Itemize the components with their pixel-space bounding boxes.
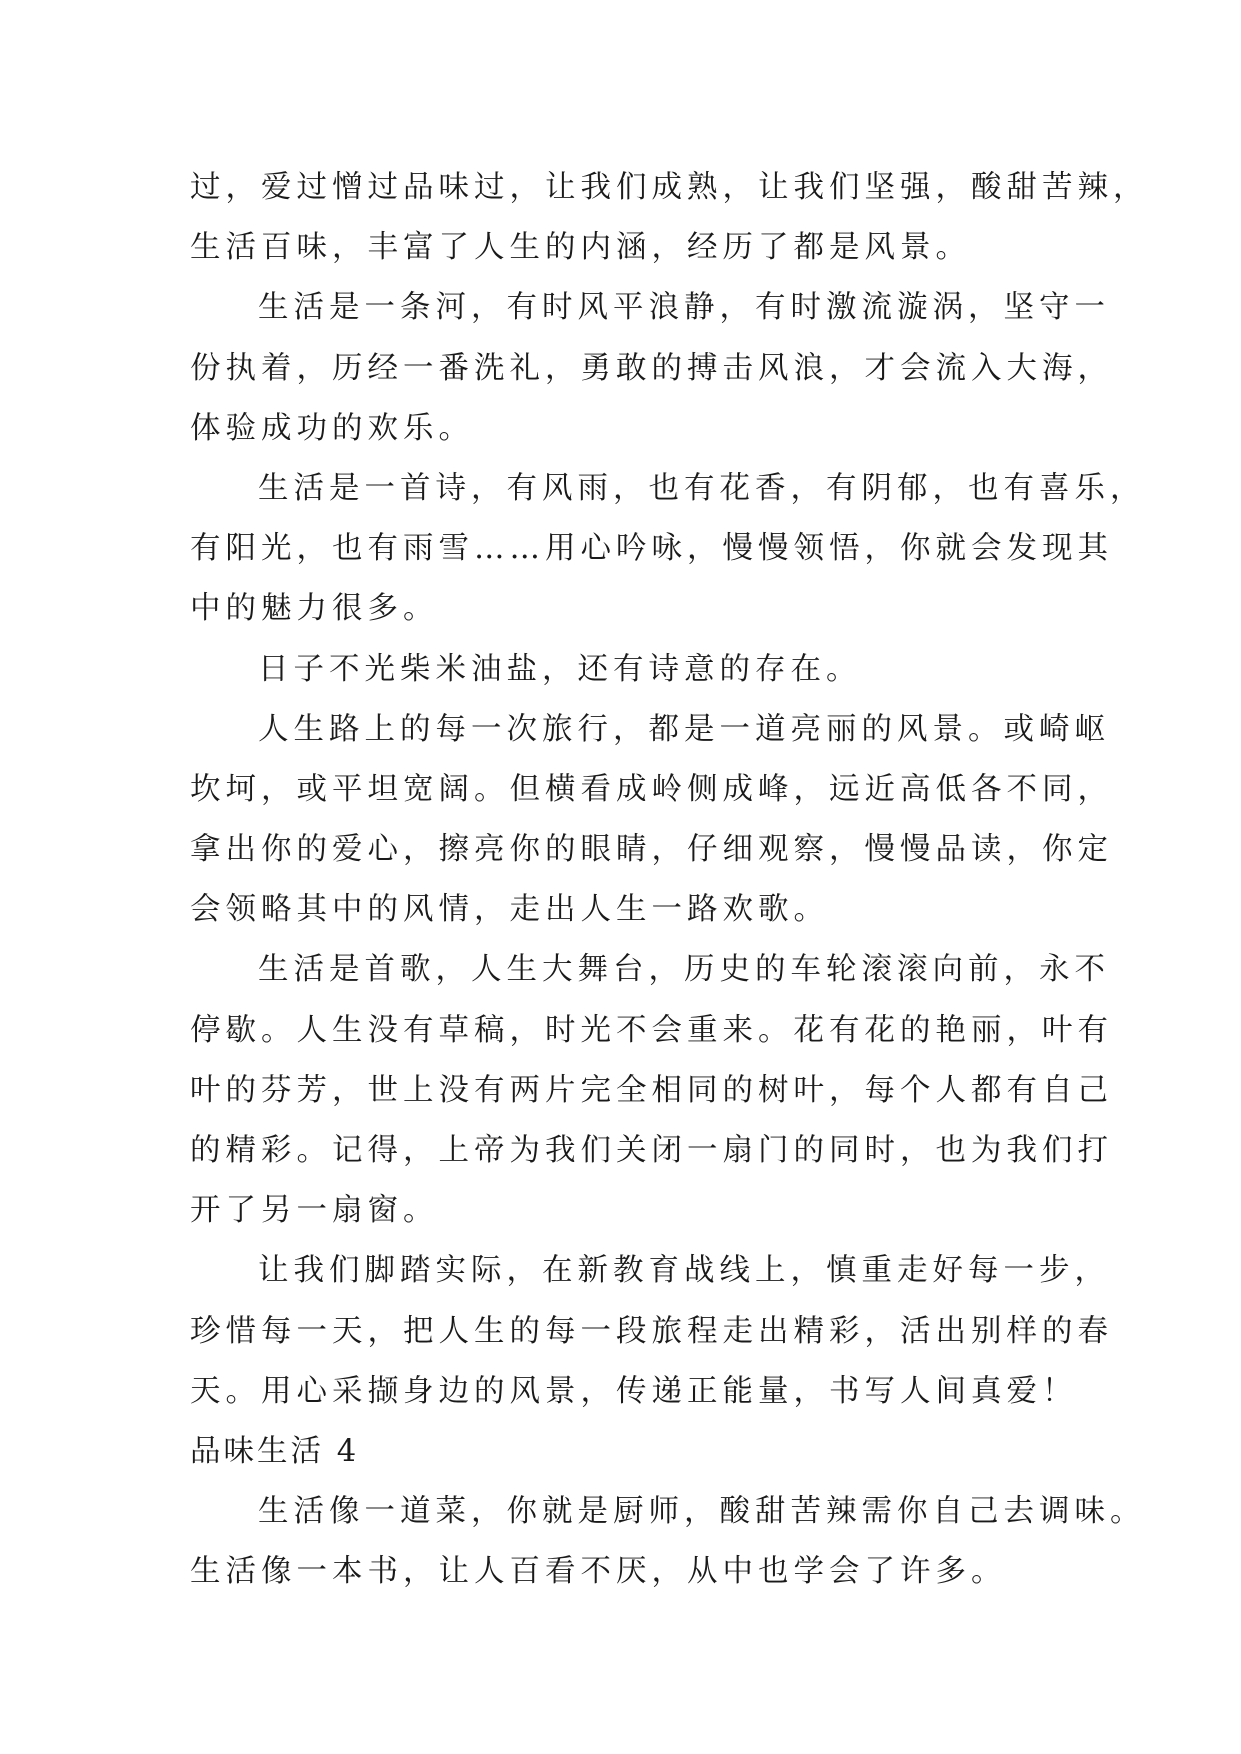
text-line: 拿出你的爱心，擦亮你的眼睛，仔细观察，慢慢品读，你定 [190,832,1113,868]
paragraph-first-line: 让我们脚踏实际，在新教育战线上，慎重走好每一步， [258,1253,1110,1289]
text-line: 珍惜每一天，把人生的每一段旅程走出精彩，活出别样的春 [190,1313,1113,1349]
text-line: 生活像一本书，让人百看不厌，从中也学会了许多。 [190,1554,1007,1590]
text-line: 中的魅力很多。 [190,591,439,627]
document-body [190,158,1149,1603]
section-heading: 品味生活 4 [190,1433,360,1469]
text-line: 有阳光，也有雨雪……用心吟咏，慢慢领悟，你就会发现其 [190,531,1113,567]
paragraph-first-line: 生活是一首诗，有风雨，也有花香，有阴郁，也有喜乐， [258,470,1146,506]
paragraph-first-line: 生活像一道菜，你就是厨师，酸甜苦辣需你自己去调味。 [258,1494,1146,1530]
text-line: 开了另一扇窗。 [190,1193,439,1229]
text-line: 坎坷，或平坦宽阔。但横看成岭侧成峰，远近高低各不同， [190,771,1113,807]
text-line: 叶的芬芳，世上没有两片完全相同的树叶，每个人都有自己 [190,1072,1113,1108]
text-line: 份执着，历经一番洗礼，勇敢的搏击风浪，才会流入大海， [190,350,1113,386]
text-line: 体验成功的欢乐。 [190,410,474,446]
paragraph-first-line: 人生路上的每一次旅行，都是一道亮丽的风景。或崎岖 [258,711,1110,747]
text-line: 生活百味，丰富了人生的内涵，经历了都是风景。 [190,230,971,266]
text-line: 过，爱过憎过品味过，让我们成熟，让我们坚强，酸甜苦辣， [190,170,1149,205]
paragraph-first-line: 日子不光柴米油盐，还有诗意的存在。 [258,651,862,687]
text-line: 的精彩。记得，上帝为我们关闭一扇门的同时，也为我们打 [190,1133,1113,1168]
text-line: 会领略其中的风情，走出人生一路欢歌。 [190,892,829,928]
text-line: 天。用心采撷身边的风景，传递正能量，书写人间真爱！ [190,1373,1078,1409]
paragraph-first-line: 生活是首歌，人生大舞台，历史的车轮滚滚向前，永不 [258,952,1110,988]
paragraph-first-line: 生活是一条河，有时风平浪静，有时激流漩涡，坚守一 [258,290,1110,326]
text-line: 停歇。人生没有草稿，时光不会重来。花有花的艳丽，叶有 [190,1012,1113,1048]
